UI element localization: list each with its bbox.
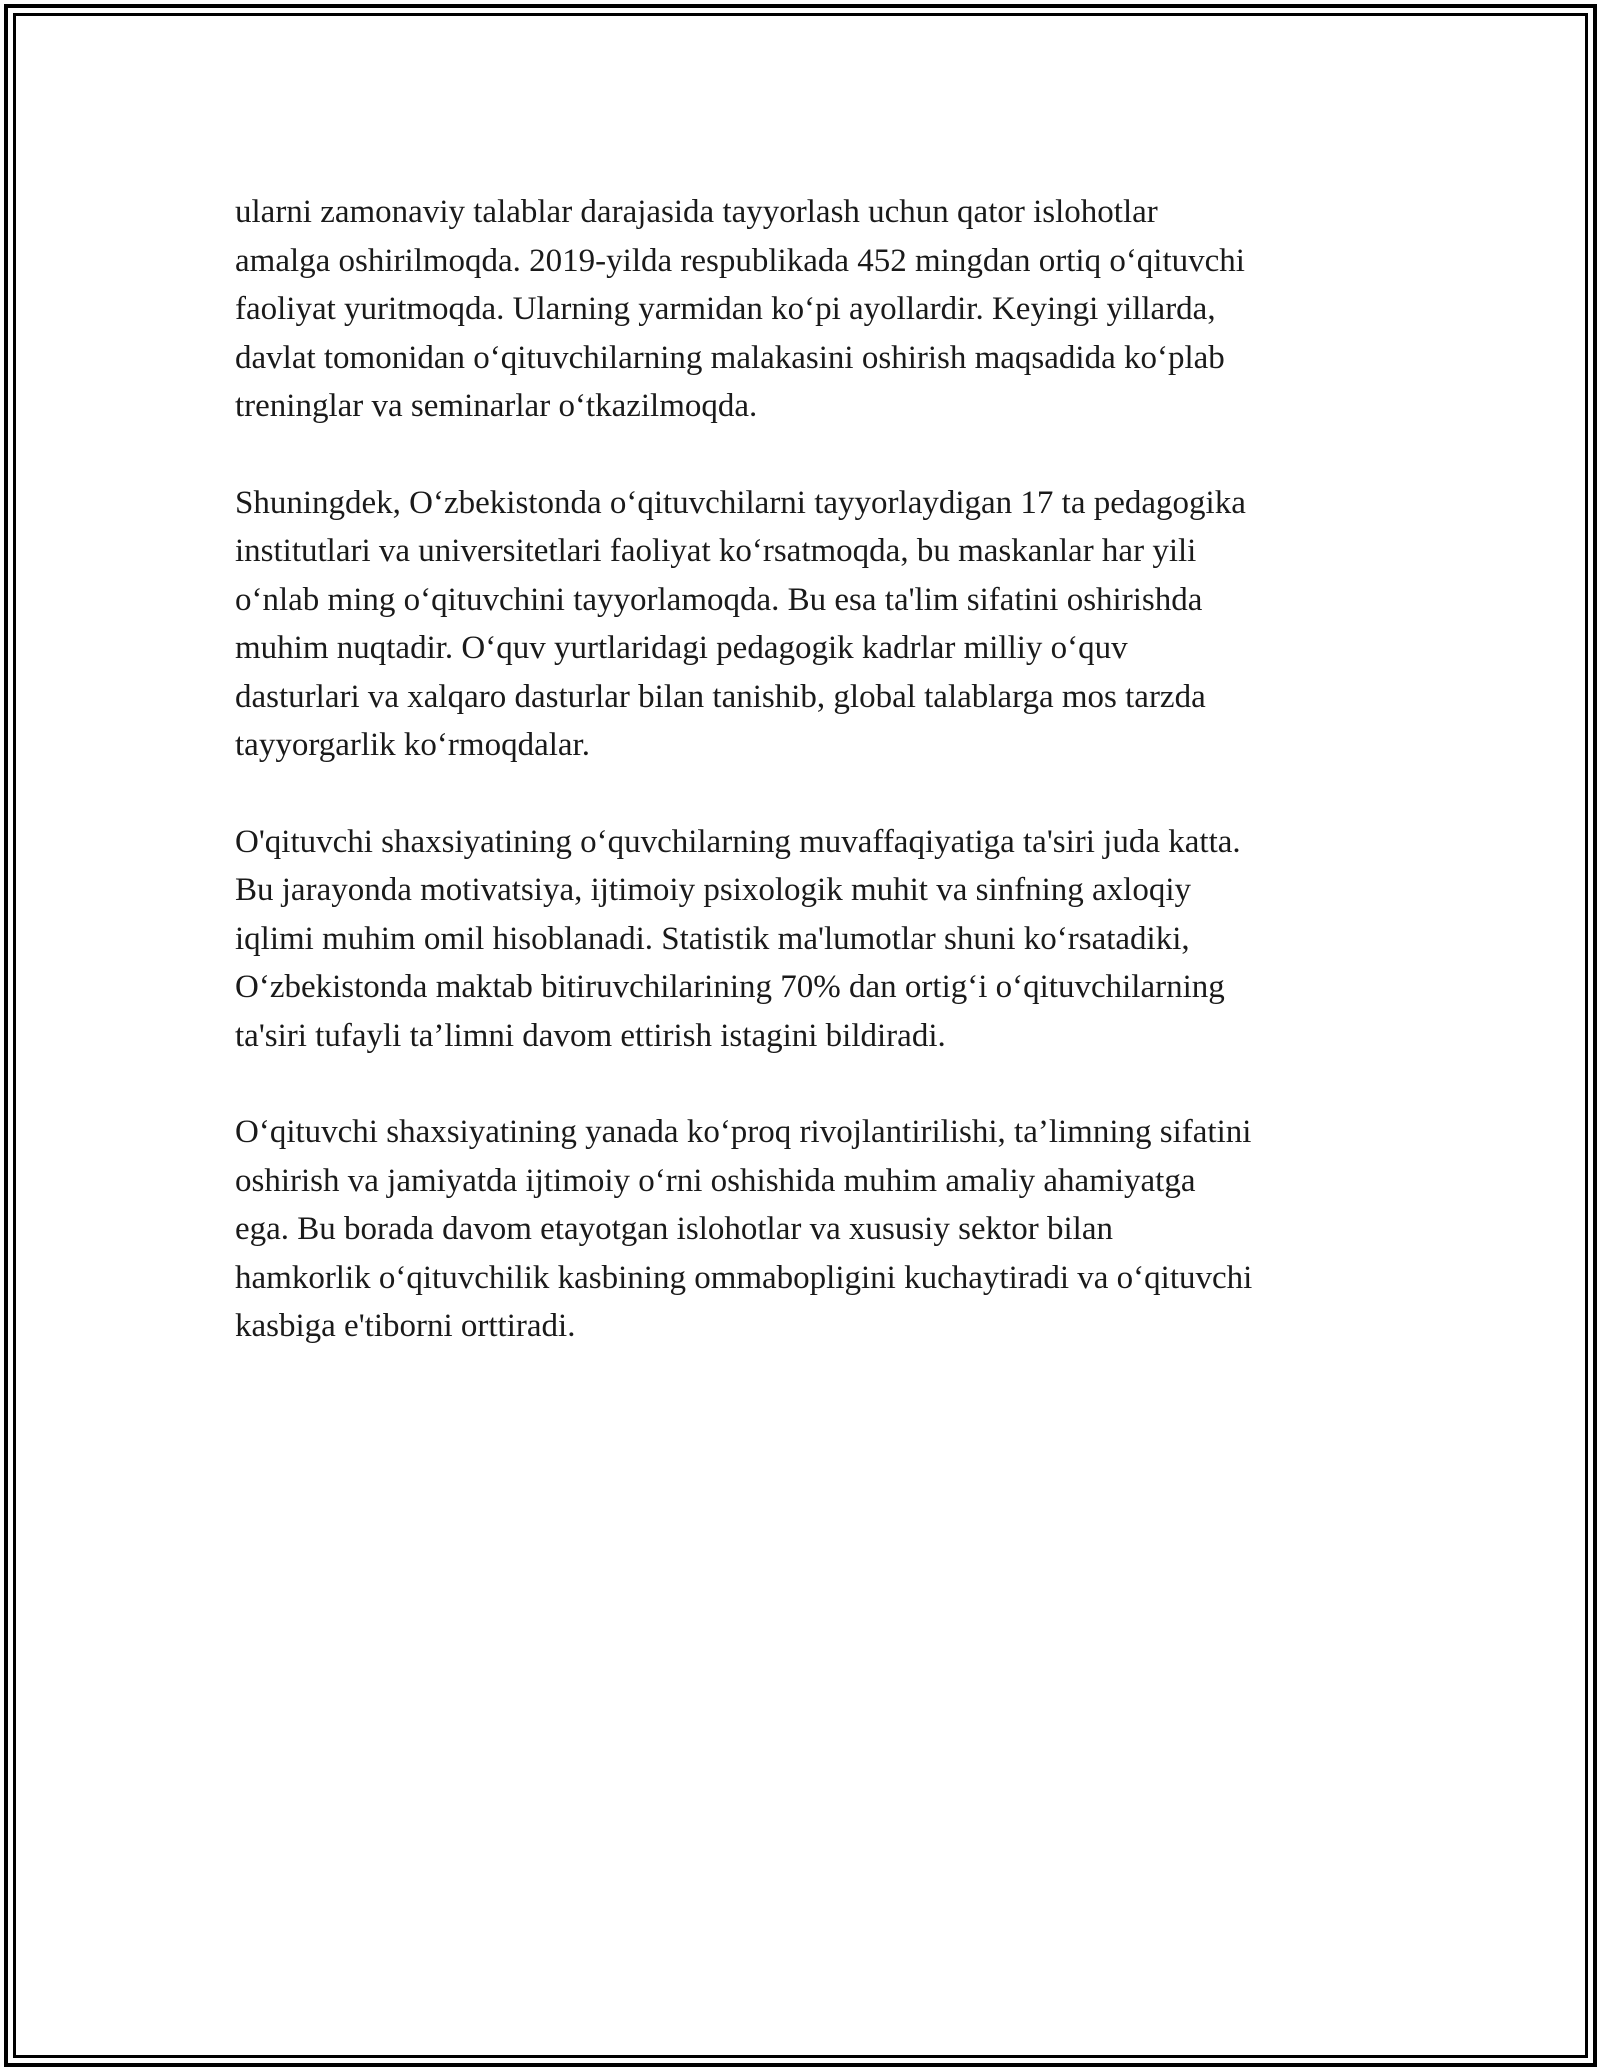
paragraph-3	[235, 818, 1395, 1061]
paragraph-line: o‘nlab ming o‘qituvchini tayyorlamoqda. Bu esa ta'lim sifatini oshirishda	[235, 581, 1203, 618]
paragraph-line: treninglar va seminarlar o‘tkazilmoqda.	[235, 388, 758, 424]
paragraph-line: ta'siri tufayli ta’limni davom ettirish istagini bildiradi.	[235, 1017, 946, 1054]
paragraph-2	[235, 479, 1395, 770]
paragraph-line: Shuningdek, O‘zbekistonda o‘qituvchilarni tayyorlaydigan 17 ta pedagogika	[235, 484, 1246, 521]
paragraph-line: davlat tomonidan o‘qituvchilarning malakasini oshirish maqsadida ko‘plab	[235, 339, 1225, 376]
paragraph-line: iqlimi muhim omil hisoblanadi. Statistik ma'lumotlar shuni ko‘rsatadiki,	[235, 920, 1190, 957]
document-body	[235, 188, 1395, 1399]
paragraph-line: O‘zbekistonda maktab bitiruvchilarining 70% dan ortig‘i o‘qituvchilarning	[235, 969, 1225, 1005]
paragraph-line: ularni zamonaviy talablar darajasida tayyorlash uchun qator islohotlar	[235, 194, 1158, 230]
paragraph-4	[235, 1108, 1395, 1351]
paragraph-line: hamkorlik o‘qituvchilik kasbining ommabopligini kuchaytiradi va o‘qituvchi	[235, 1259, 1253, 1296]
paragraph-line: Bu jarayonda motivatsiya, ijtimoiy psixologik muhit va sinfning axloqiy	[235, 872, 1192, 908]
paragraph-line: tayyorgarlik ko‘rmoqdalar.	[235, 727, 590, 763]
paragraph-line: ega. Bu borada davom etayotgan islohotlar va xususiy sektor bilan	[235, 1211, 1113, 1247]
paragraph-line: kasbiga e'tiborni orttiradi.	[235, 1308, 576, 1344]
paragraph-line: faoliyat yuritmoqda. Ularning yarmidan ko‘pi ayollardir. Keyingi yillarda,	[235, 291, 1216, 327]
paragraph-line: muhim nuqtadir. O‘quv yurtlaridagi pedagogik kadrlar milliy o‘quv	[235, 630, 1128, 666]
paragraph-line: amalga oshirilmoqda. 2019-yilda respublikada 452 mingdan ortiq o‘qituvchi	[235, 242, 1245, 279]
paragraph-1	[235, 188, 1395, 431]
paragraph-line: O'qituvchi shaxsiyatining o‘quvchilarning muvaffaqiyatiga ta'siri juda katta.	[235, 823, 1241, 860]
paragraph-line: institutlari va universitetlari faoliyat ko‘rsatmoqda, bu maskanlar har yili	[235, 533, 1197, 569]
paragraph-line: O‘qituvchi shaxsiyatining yanada ko‘proq rivojlantirilishi, ta’limning sifatini	[235, 1114, 1252, 1150]
paragraph-line: dasturlari va xalqaro dasturlar bilan tanishib, global talablarga mos tarzda	[235, 678, 1206, 715]
paragraph-line: oshirish va jamiyatda ijtimoiy o‘rni oshishida muhim amaliy ahamiyatga	[235, 1162, 1196, 1199]
